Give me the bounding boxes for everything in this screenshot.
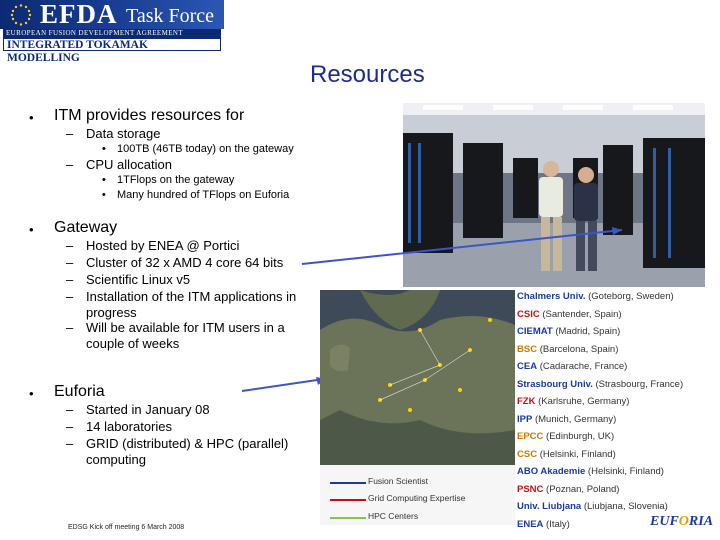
slide-title: Resources xyxy=(310,61,425,88)
legend-hpc: HPC Centers xyxy=(368,511,419,521)
euforia-logo-o: O xyxy=(678,514,689,529)
item-data-storage: Data storage xyxy=(86,126,161,141)
logo-itm-text: INTEGRATED TOKAMAK MODELLING xyxy=(3,38,221,51)
euforia-logo-part: EUF xyxy=(650,514,679,529)
lab-item: ABO Akademie (Helsinki, Finland) xyxy=(517,466,664,477)
bullet-icon: • xyxy=(102,143,106,155)
dash-icon: – xyxy=(66,238,74,253)
item-cpu: CPU allocation xyxy=(86,157,172,172)
lab-item: Chalmers Univ. (Goteborg, Sweden) xyxy=(517,291,674,302)
eu-stars-icon xyxy=(6,3,36,27)
lab-item: CSC (Helsinki, Finland) xyxy=(517,448,616,460)
gateway-item: Will be available for ITM users in a couple of weeks xyxy=(86,320,285,351)
logo-efda-text: EFDA xyxy=(40,0,118,29)
item-cpu-detail-2: Many hundred of TFlops on Euforia xyxy=(117,189,290,201)
legend-fusion: Fusion Scientist xyxy=(368,476,428,486)
bullet-icon: • xyxy=(29,386,34,401)
bullet-euforia: Euforia xyxy=(54,383,105,400)
lab-item: Strasbourg Univ. (Strasbourg, France) xyxy=(517,378,684,390)
item-data-storage-detail: 100TB (46TB today) on the gateway xyxy=(117,143,294,155)
bullet-itm: ITM provides resources for xyxy=(54,107,245,124)
gateway-item: Hosted by ENEA @ Portici xyxy=(86,238,240,253)
dash-icon: – xyxy=(66,436,74,451)
gateway-item: Scientific Linux v5 xyxy=(86,272,191,287)
dash-icon: – xyxy=(66,289,74,304)
logo-taskforce-text: Task Force xyxy=(126,5,215,27)
euforia-logo xyxy=(650,514,713,530)
gateway-item: Cluster of 32 x AMD 4 core 64 bits xyxy=(86,255,284,270)
legend-grid: Grid Computing Expertise xyxy=(368,493,466,503)
dash-icon: – xyxy=(66,255,74,270)
bullet-icon: • xyxy=(29,222,34,237)
bullet-icon: • xyxy=(102,174,106,186)
lab-list xyxy=(517,290,717,535)
bullet-gateway: Gateway xyxy=(54,219,118,236)
dash-icon: – xyxy=(66,419,74,434)
dash-icon: – xyxy=(66,402,74,417)
euforia-arrow xyxy=(240,375,330,395)
lab-item: CSIC (Santender, Spain) xyxy=(517,308,622,320)
bullet-icon: • xyxy=(29,110,34,125)
lab-item: IPP (Munich, Germany) xyxy=(517,413,617,425)
item-cpu-detail-1: 1TFlops on the gateway xyxy=(117,174,235,186)
lab-item: ENEA (Italy) xyxy=(517,518,570,530)
footer-text: EDSG Kick off meeting 6 March 2008 xyxy=(68,524,185,531)
dash-icon: – xyxy=(66,157,74,172)
lab-item: FZK (Karlsruhe, Germany) xyxy=(517,396,630,407)
lab-item: CEA (Cadarache, France) xyxy=(517,361,628,372)
lab-item: EPCC (Edinburgh, UK) xyxy=(517,431,615,442)
lab-item: Univ. Liubjana (Liubjana, Slovenia) xyxy=(517,501,668,512)
gateway-item: Installation of the ITM applications in progress xyxy=(86,289,297,320)
lab-item: CIEMAT (Madrid, Spain) xyxy=(517,326,621,337)
dash-icon: – xyxy=(66,272,74,287)
lab-item: PSNC (Poznan, Poland) xyxy=(517,483,620,495)
legend-lines xyxy=(330,465,370,525)
efda-logo xyxy=(0,0,224,64)
euforia-item: GRID (distributed) & HPC (parallel) computing xyxy=(86,436,289,467)
dash-icon: – xyxy=(66,126,74,141)
euforia-item: Started in January 08 xyxy=(86,402,210,417)
euforia-logo-part: RIA xyxy=(688,514,714,529)
logo-subtitle: EUROPEAN FUSION DEVELOPMENT AGREEMENT xyxy=(3,29,221,38)
dash-icon: – xyxy=(66,320,74,335)
map-legend xyxy=(320,465,515,525)
lab-item: BSC (Barcelona, Spain) xyxy=(517,343,619,355)
bullet-icon: • xyxy=(102,189,106,201)
europe-map xyxy=(320,290,515,465)
euforia-item: 14 laboratories xyxy=(86,419,172,434)
